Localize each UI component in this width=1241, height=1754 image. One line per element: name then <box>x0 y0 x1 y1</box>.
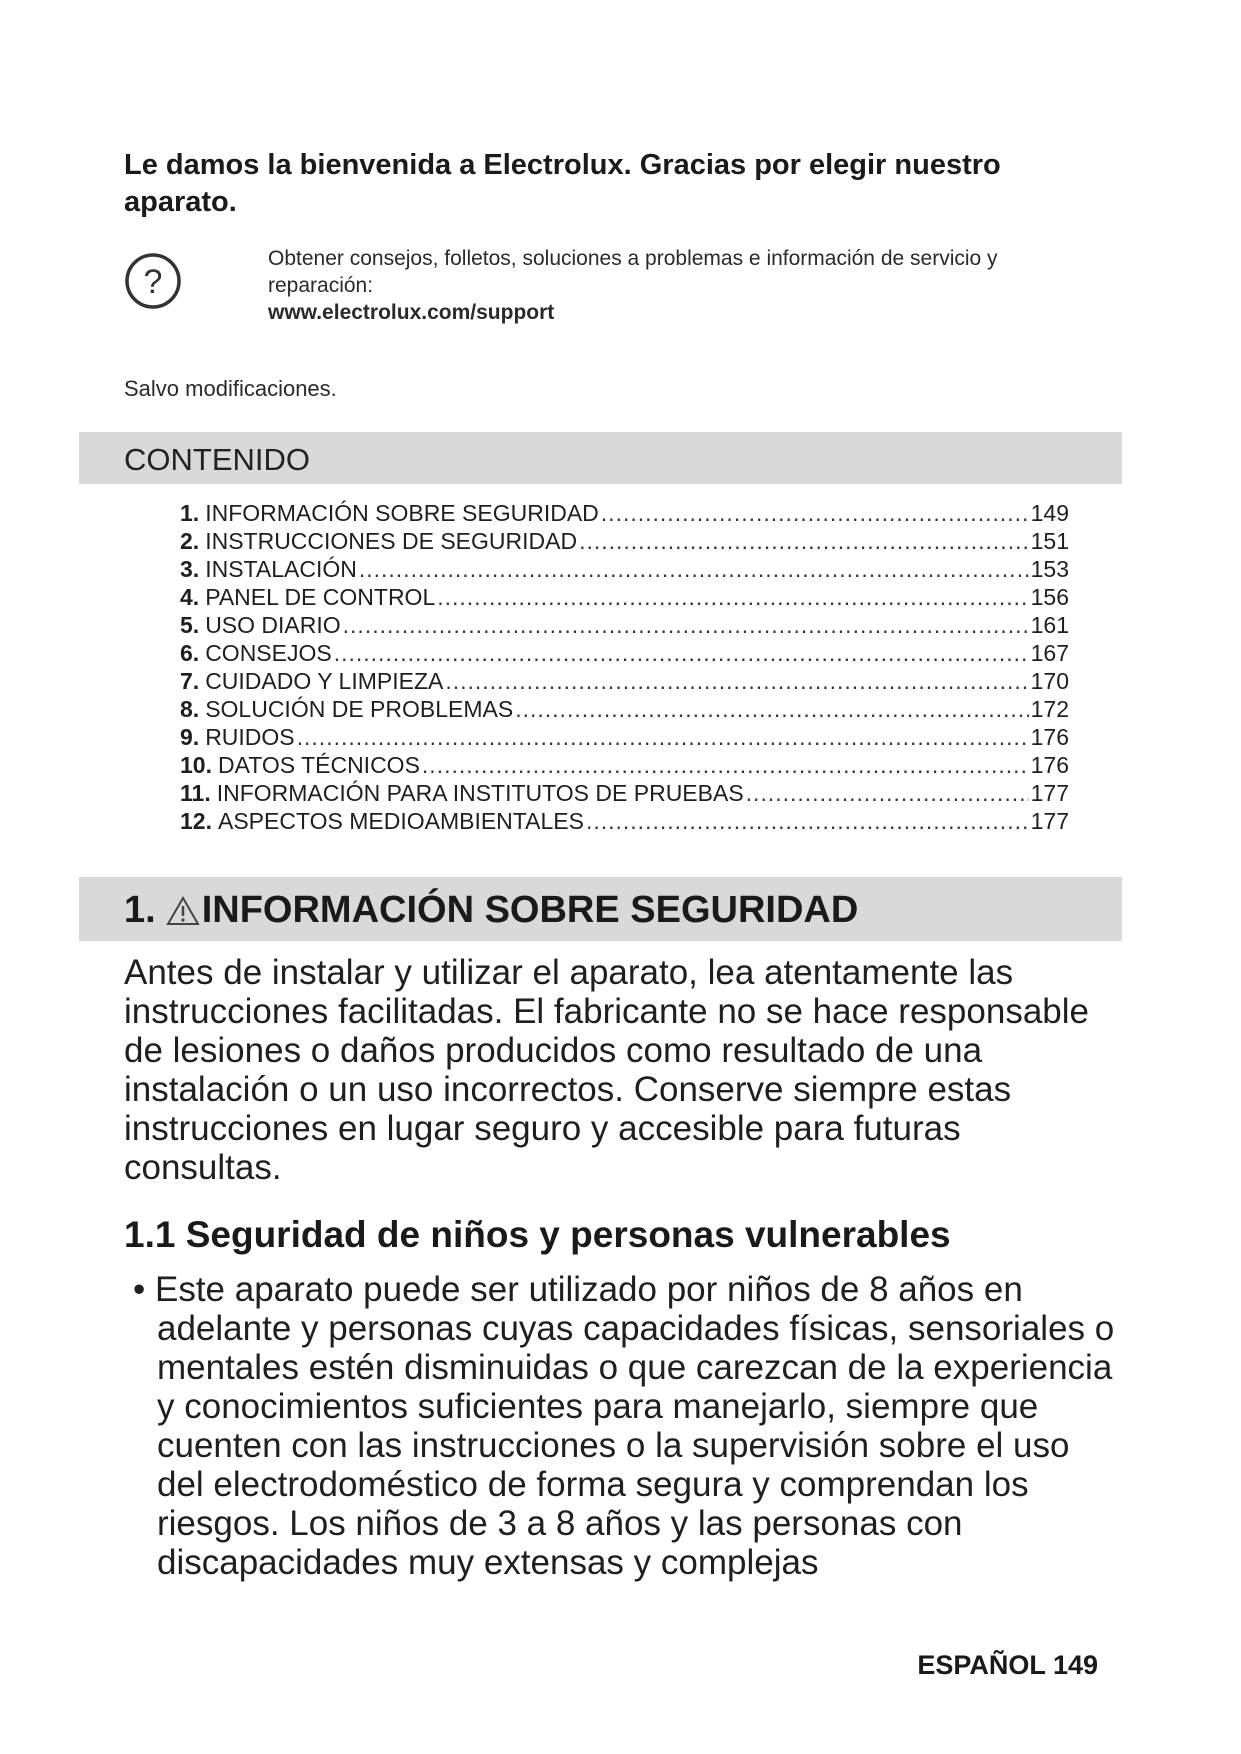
svg-text:?: ? <box>143 263 163 301</box>
toc-leader-dots <box>746 779 1029 807</box>
table-of-contents <box>180 499 1069 835</box>
toc-item-number: 1. <box>180 500 200 526</box>
toc-item-page: 176 <box>1030 724 1069 750</box>
toc-leader-dots <box>601 499 1029 527</box>
toc-item[interactable] <box>180 723 1069 751</box>
toc-item[interactable] <box>180 499 1069 527</box>
toc-item-number: 2. <box>180 528 200 554</box>
contents-title: CONTENIDO <box>124 442 310 477</box>
toc-item-number: 11. <box>180 780 211 806</box>
support-description: Obtener consejos, folletos, soluciones a problemas e información de servicio y reparación: <box>268 247 998 297</box>
toc-item[interactable] <box>180 751 1069 779</box>
toc-item[interactable] <box>180 555 1069 583</box>
toc-item-label: INSTRUCCIONES DE SEGURIDAD <box>205 528 578 554</box>
toc-item-label: PANEL DE CONTROL <box>205 584 436 610</box>
footer-language: ESPAÑOL <box>917 1650 1046 1680</box>
toc-item-label: CUIDADO Y LIMPIEZA <box>205 668 444 694</box>
toc-item-label: ASPECTOS MEDIOAMBIENTALES <box>217 808 584 834</box>
toc-item-number: 7. <box>180 668 200 694</box>
toc-leader-dots <box>343 611 1029 639</box>
toc-leader-dots <box>422 751 1029 779</box>
toc-item[interactable] <box>180 807 1069 835</box>
toc-item-page: 151 <box>1030 528 1069 554</box>
toc-item-number: 12. <box>180 808 212 834</box>
toc-item-page: 176 <box>1030 752 1069 778</box>
toc-item[interactable] <box>180 779 1069 807</box>
toc-item-page: 177 <box>1030 808 1069 834</box>
toc-item-label: SOLUCIÓN DE PROBLEMAS <box>205 696 514 722</box>
toc-item[interactable] <box>180 527 1069 555</box>
question-circle-icon <box>124 252 182 310</box>
toc-item[interactable] <box>180 667 1069 695</box>
section-title <box>124 889 858 932</box>
toc-item-page: 167 <box>1030 640 1069 666</box>
toc-item-label: INFORMACIÓN SOBRE SEGURIDAD <box>205 500 599 526</box>
toc-item-page: 149 <box>1030 500 1069 526</box>
bullet-text: Este aparato puede ser utilizado por niños de 8 años en adelante y personas cuyas capacidades físicas, sensoriales o mentales estén disminuidas o que carezcan de la experiencia y conocimientos suficientes para manejarlo, siempre que cuenten con las instrucciones o la supervisión sobre el uso del electrodoméstico de forma segura y comprendan los riesgos. Los niños de 3 a 8 años y las personas con discapacidades muy extensas y complejas <box>154 1270 1115 1582</box>
toc-leader-dots <box>334 639 1029 667</box>
section-number: 1. <box>124 889 156 931</box>
subsection-title: 1.1 Seguridad de niños y personas vulnerables <box>124 1214 951 1255</box>
warning-triangle-icon <box>166 896 200 926</box>
toc-leader-dots <box>437 583 1028 611</box>
toc-item-label: USO DIARIO <box>205 612 341 638</box>
toc-item-page: 153 <box>1030 556 1069 582</box>
toc-item-page: 156 <box>1030 584 1069 610</box>
toc-item-number: 10. <box>180 752 212 778</box>
toc-item-label: DATOS TÉCNICOS <box>217 752 420 778</box>
toc-leader-dots <box>586 807 1029 835</box>
toc-leader-dots <box>359 555 1029 583</box>
list-item: • Este aparato puede ser utilizado por niños de 8 años en adelante y personas cuyas capacidades físicas, sensoriales o mentales estén disminuidas o que carezcan de la experiencia y conocimientos suficientes para manejarlo, siempre que cuenten con las instrucciones o la supervisión sobre el uso del electrodoméstico de forma segura y comprendan los riesgos. Los niños de 3 a 8 años y las personas con discapacidades muy extensas y complejas <box>133 1270 1115 1582</box>
modifications-notice: Salvo modificaciones. <box>124 376 337 401</box>
toc-leader-dots <box>445 667 1028 695</box>
section-title-text: INFORMACIÓN SOBRE SEGURIDAD <box>201 889 859 931</box>
support-link[interactable]: www.electrolux.com/support <box>268 301 555 324</box>
toc-item-number: 8. <box>180 696 200 722</box>
toc-item-number: 4. <box>180 584 200 610</box>
toc-item-number: 5. <box>180 612 200 638</box>
toc-item-number: 3. <box>180 556 200 582</box>
footer-page-number: 149 <box>1052 1650 1098 1680</box>
welcome-heading: Le damos la bienvenida a Electrolux. Gracias por elegir nuestro aparato. <box>124 149 1001 218</box>
toc-item-page: 161 <box>1030 612 1069 638</box>
support-info <box>268 245 1088 326</box>
toc-item-label: INSTALACIÓN <box>205 556 357 582</box>
toc-leader-dots <box>297 723 1029 751</box>
toc-leader-dots <box>515 695 1028 723</box>
contents-header-bar <box>79 432 1122 484</box>
safety-intro-paragraph: Antes de instalar y utilizar el aparato, lea atentamente las instrucciones facilitadas. El fabricante no se hace responsable de lesiones o daños producidos como resultado de una instalación o un uso incorrectos. Conserve siempre estas instrucciones en lugar seguro y accesible para futuras consultas. <box>124 953 1089 1187</box>
toc-item-number: 9. <box>180 724 200 750</box>
toc-item[interactable] <box>180 695 1069 723</box>
toc-item[interactable] <box>180 639 1069 667</box>
toc-item[interactable] <box>180 583 1069 611</box>
toc-leader-dots <box>579 527 1029 555</box>
toc-item-label: INFORMACIÓN PARA INSTITUTOS DE PRUEBAS <box>216 780 744 806</box>
toc-item-page: 172 <box>1030 696 1069 722</box>
toc-item-number: 6. <box>180 640 200 666</box>
toc-item-label: CONSEJOS <box>205 640 332 666</box>
toc-item-page: 177 <box>1030 780 1069 806</box>
page-footer <box>917 1650 1098 1681</box>
toc-item-label: RUIDOS <box>205 724 295 750</box>
section-header-bar <box>79 877 1122 941</box>
toc-item[interactable] <box>180 611 1069 639</box>
toc-item-page: 170 <box>1030 668 1069 694</box>
